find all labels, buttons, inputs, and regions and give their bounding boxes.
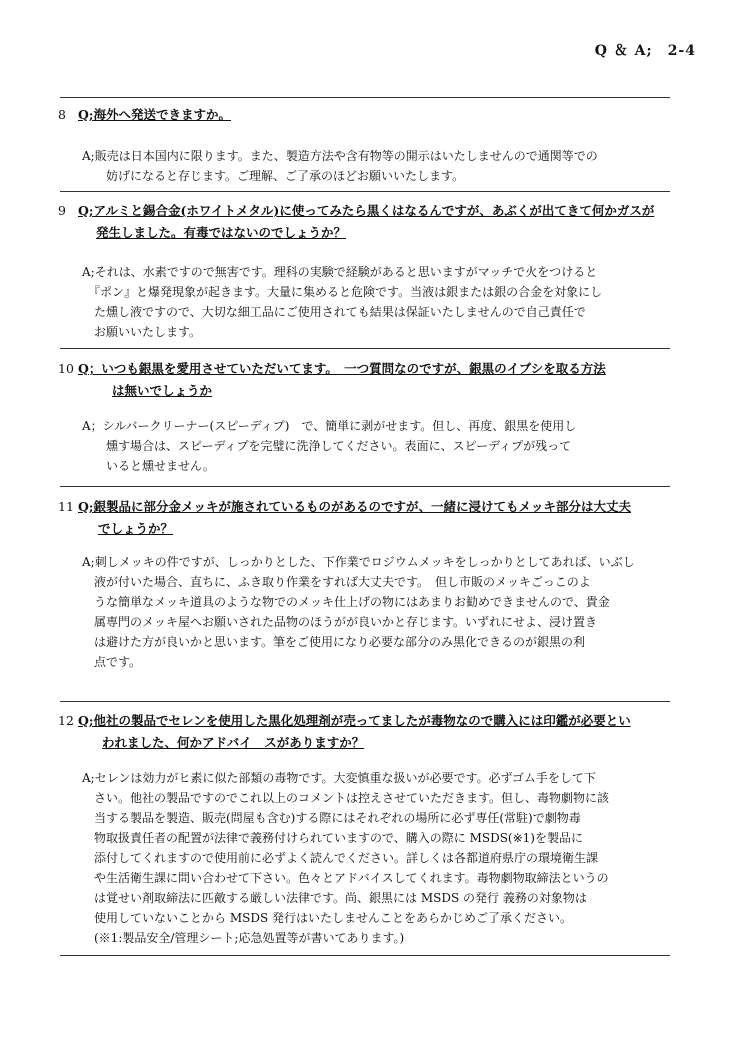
- question-text-cont: われました、何かアドバイ スがありますか？: [102, 735, 365, 750]
- question-text: Q;他社の製品でセレンを使用した黒化処理剤が売ってましたが毒物なので購入には印鑑が必要とい: [78, 713, 631, 728]
- answer-line: お願いいたします。: [82, 325, 202, 339]
- answer-line: 液が付いた場合、直ちに、ふき取り作業をすれば大丈夫です。 但し市販のメッキごっこのよ: [82, 575, 591, 589]
- question-text-cont: は無いでしょうか: [112, 383, 213, 398]
- question-text-cont: でしょうか？: [98, 521, 174, 536]
- answer-line: 当する製品を製造、販売(問屋も含む)する際にはそれぞれの場所に必ず専任(常駐)で劇物毒: [82, 811, 581, 825]
- answer-line: A;刺しメッキの件ですが、しっかりとした、下作業でロジウムメッキをしっかりとしてあれば、いぶし: [82, 555, 635, 569]
- question-12: [58, 710, 631, 754]
- answer-line: 添付してくれますので使用前に必ずよく読んでください。詳しくは各都道府県庁の環境衛生課: [82, 851, 599, 865]
- divider: [60, 191, 670, 192]
- answer-8: [82, 146, 598, 186]
- divider: [60, 97, 670, 98]
- answer-12: [82, 768, 609, 948]
- question-number: 11: [58, 499, 74, 514]
- question-8: [58, 104, 231, 126]
- question-number: 12: [58, 713, 74, 728]
- answer-10: [82, 416, 576, 476]
- answer-line: は覚せい剤取締法に匹敵する厳しい法律です。尚、銀黒には MSDS の発行 義務の対象物は: [82, 891, 587, 905]
- answer-line: いると燻せません。: [82, 459, 215, 473]
- divider: [60, 955, 670, 956]
- answer-line: は避けた方が良いかと思います。筆をご使用になり必要な部分のみ黒化できるのが銀黒の利: [82, 635, 586, 649]
- answer-line: A;販売は日本国内に限ります。また、製造方法や含有物等の開示はいたしませんので通関等での: [82, 149, 598, 163]
- question-10: [58, 358, 606, 402]
- answer-line: 点です。: [82, 655, 142, 669]
- page-header: Q ＆ A; 2-4: [594, 43, 696, 59]
- answer-line: 使用していないことから MSDS 発行はいたしませんことをあらかじめご了承ください。: [82, 911, 572, 925]
- question-11: [58, 496, 631, 540]
- question-text-cont: 発生しました。有毒ではないのでしょうか？: [96, 225, 347, 240]
- answer-line: (※1:製品安全/管理シート;応急処置等が書いてあります。): [82, 931, 405, 945]
- answer-11: [82, 552, 635, 672]
- question-9: [58, 200, 654, 244]
- answer-line: 属専門のメッキ屋へお願いされた品物のほうがが良いかと存じます。いずれにせよ、浸け置き: [82, 615, 598, 629]
- question-text: Q;アルミと錫合金(ホワイトメタル)に使ってみたら黒くはなるんですが、あぶくが出てきて何かガスが: [78, 203, 655, 218]
- answer-line: や生活衛生課に問い合わせて下さい。色々とアドバイスしてくれます。毒物劇物取締法というの: [82, 871, 609, 885]
- question-text: Q;海外へ発送できますか。: [78, 107, 232, 122]
- answer-line: さい。他社の製品ですのでこれ以上のコメントは控えさせていただきます。但し、毒物劇物に該: [82, 791, 610, 805]
- question-text: Q;銀製品に部分金メッキが施されているものがあるのですが、一緒に浸けてもメッキ部分は大丈夫: [78, 499, 632, 514]
- answer-line: A；シルバークリーナー(スピーディプ) で、簡単に剥がせます。但し、再度、銀黒を使用し: [82, 419, 577, 433]
- answer-9: [82, 262, 602, 342]
- answer-line: うな簡単なメッキ道具のような物でのメッキ仕上げの物にはあまりお勧めできませんので、貴金: [82, 595, 610, 609]
- answer-line: A;セレンは効力がヒ素に似た部類の毒物です。大変慎重な扱いが必要です。必ずゴム手をして下: [82, 771, 596, 785]
- answer-line: 妨げになると存じます。ご理解、ご了承のほどお願いいたします。: [82, 169, 465, 183]
- answer-line: A;それは、水素ですので無害です。理科の実験で経験があると思いますがマッチで火をつけると: [82, 265, 598, 279]
- answer-line: 物取扱責任者の配置が法律で義務付けられていますので、購入の際に MSDS(※1)を製品に: [82, 831, 583, 845]
- question-text: Q；いつも銀黒を愛用させていただいてます。 一つ質問なのですが、銀黒のイブシを取る方法: [78, 361, 606, 376]
- question-number: 8: [58, 107, 66, 122]
- divider: [60, 348, 670, 349]
- question-number: 9: [58, 203, 66, 218]
- divider: [60, 701, 670, 702]
- question-number: 10: [58, 361, 74, 376]
- answer-line: 燻す場合は、スピーディプを完璧に洗浄してください。表面に、スピーディプが残って: [82, 439, 572, 453]
- answer-line: た燻し液ですので、大切な細工品にご使用されても結果は保証いたしませんので自己責任で: [82, 305, 586, 319]
- answer-line: 『ポン』と爆発現象が起きます。大量に集めると危険です。当液は銀または銀の合金を対象にし: [82, 285, 603, 299]
- divider: [60, 486, 670, 487]
